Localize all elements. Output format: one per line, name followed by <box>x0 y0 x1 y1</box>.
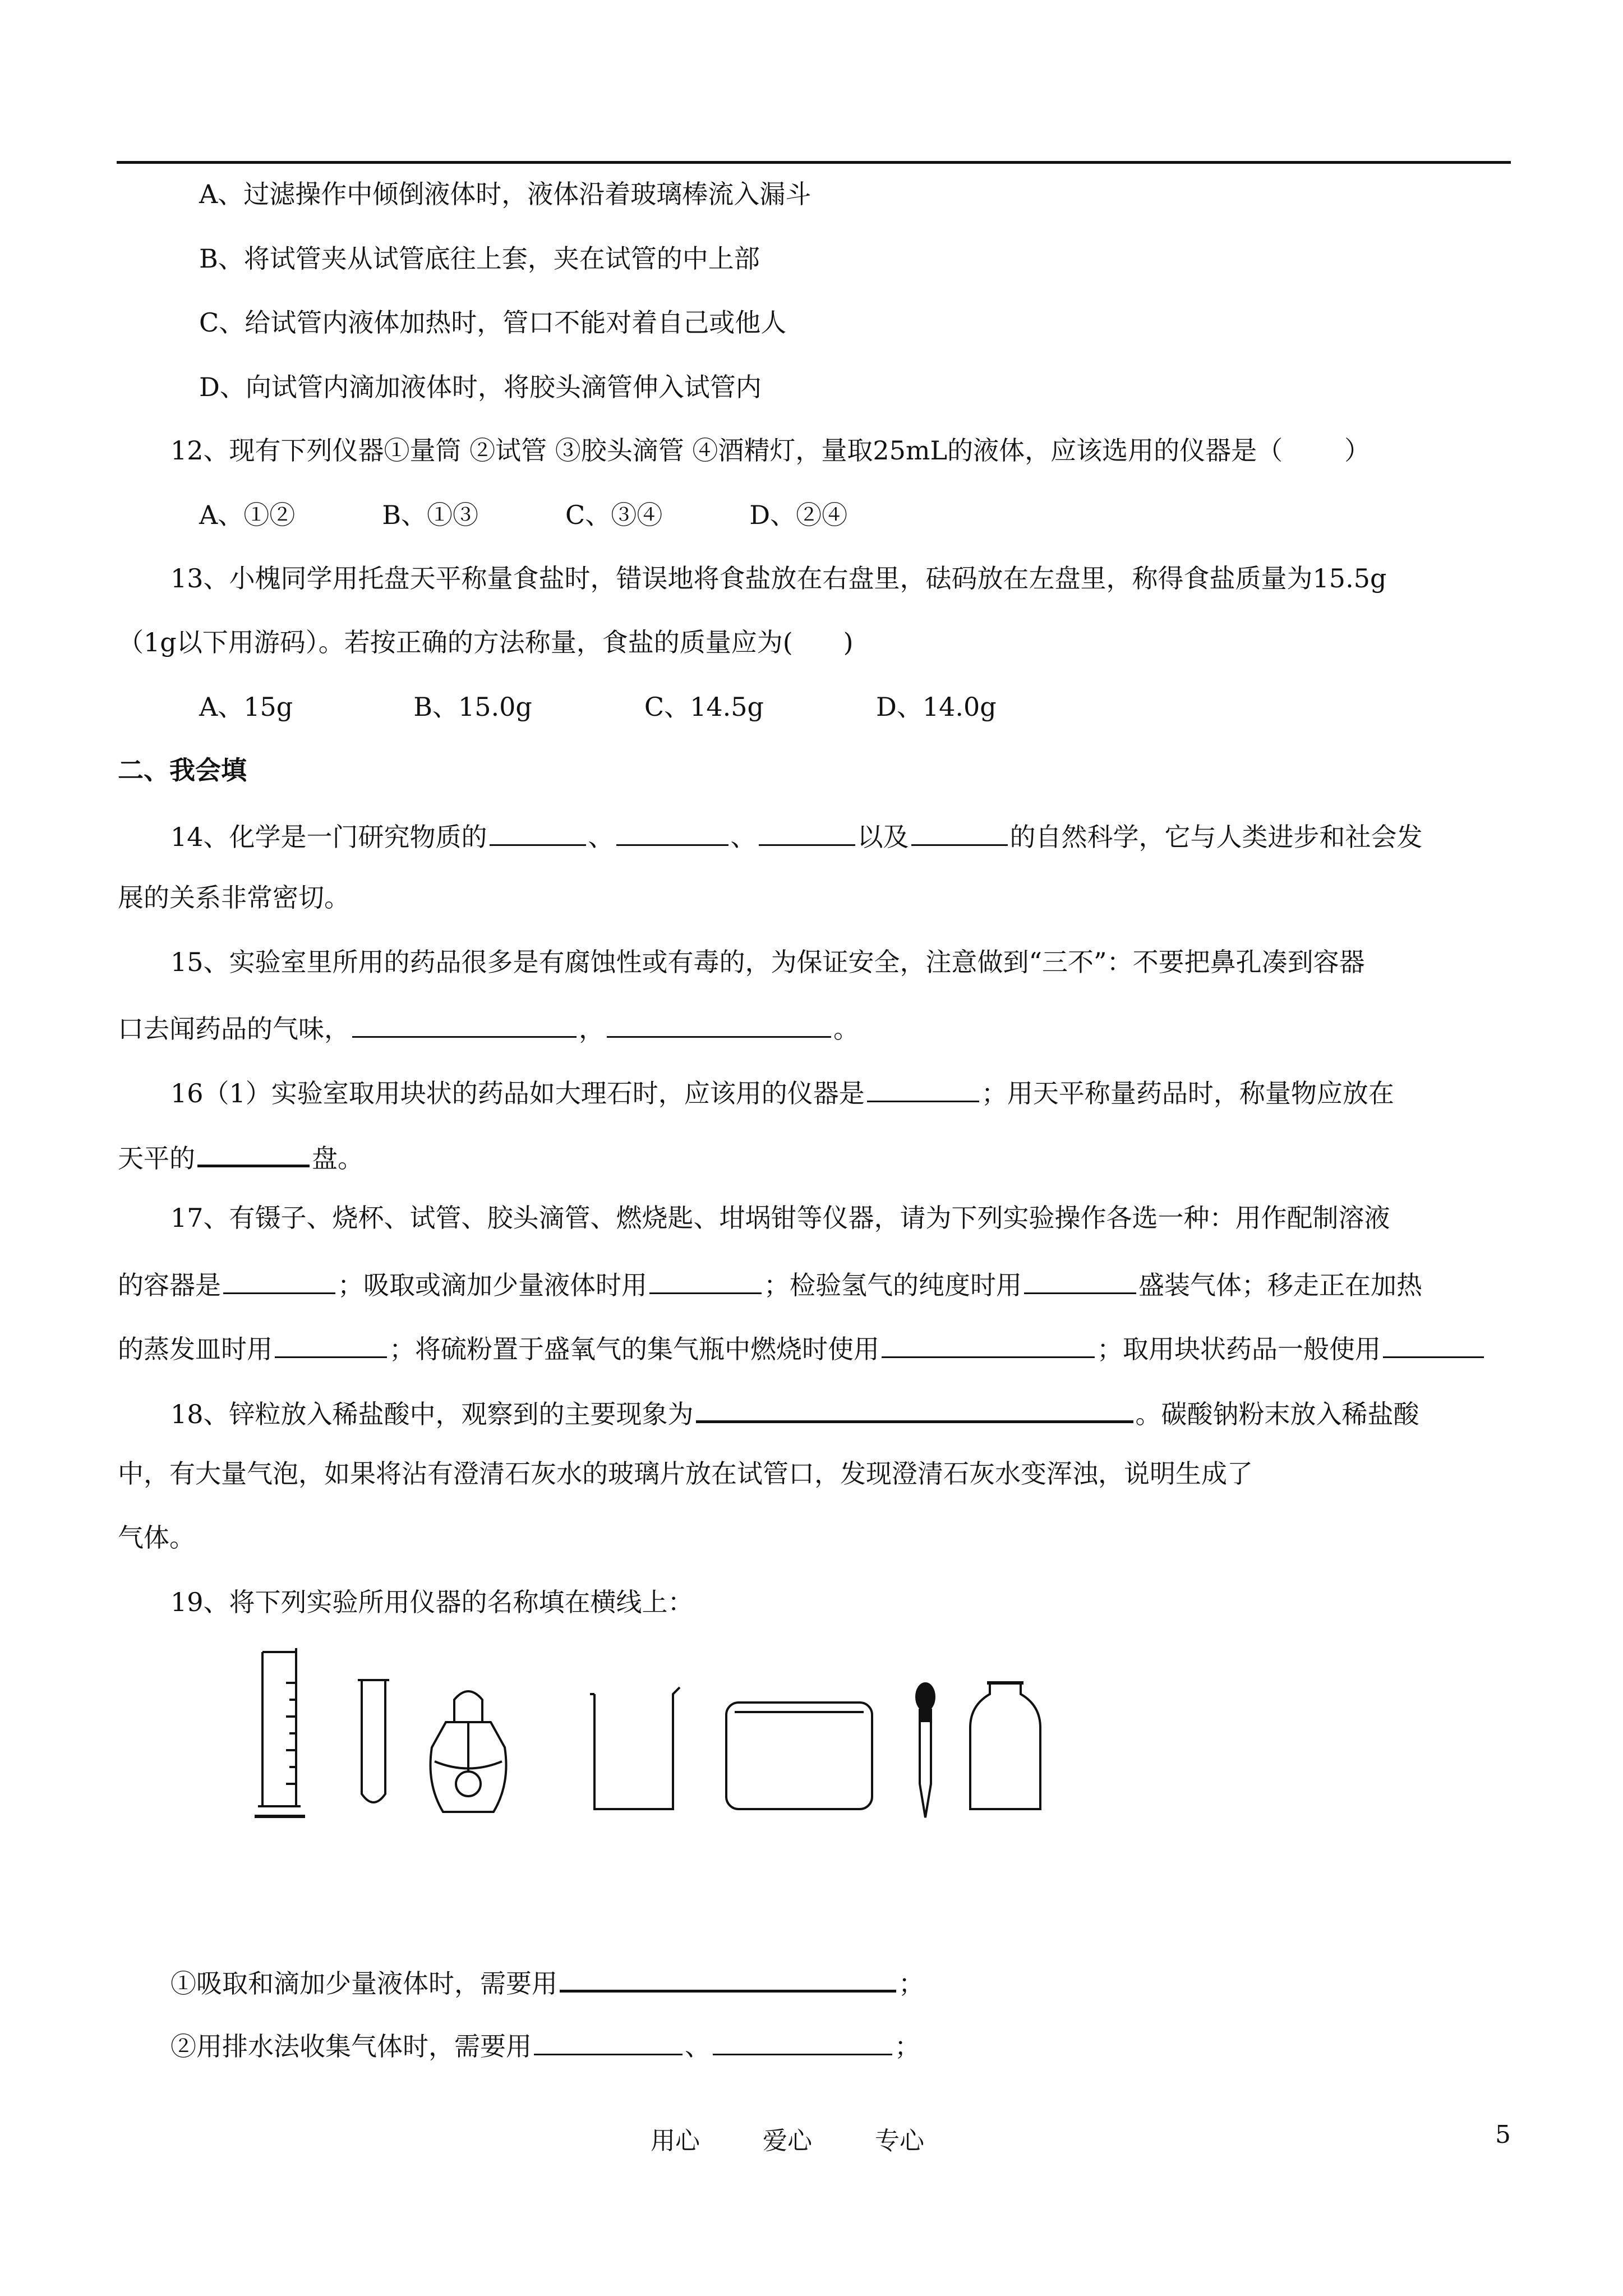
q12-option-c: C、③④ <box>565 500 663 530</box>
q18-blank-1[interactable] <box>696 1397 1133 1423</box>
q13-line1: 13、小槐同学用托盘天平称量食盐时，错误地将食盐放在右盘里，砝码放在左盘里，称得食盐质量为15.5g <box>170 563 1387 593</box>
q14-line1 <box>170 821 1423 850</box>
alcohol-lamp-icon <box>431 1691 506 1812</box>
q19-sub2-text: ②用排水法收集气体时，需要用 <box>170 2031 532 2062</box>
q17-blank-3[interactable] <box>1024 1269 1136 1294</box>
q16-blank-2[interactable] <box>197 1141 310 1167</box>
q15-end: 。 <box>833 1014 859 1044</box>
dropper-icon <box>916 1683 934 1818</box>
q13-line2-end: ) <box>843 627 854 657</box>
q13-option-d: D、14.0g <box>875 692 997 722</box>
q13-line2 <box>118 629 854 655</box>
q19-sub2 <box>170 2030 920 2062</box>
q19-sub1-text: ①吸取和滴加少量液体时，需要用 <box>170 1968 557 1999</box>
q14-blank-2[interactable] <box>616 821 728 846</box>
q19-sub2-end: ； <box>895 2031 920 2062</box>
q16-line2 <box>118 1141 363 1174</box>
q14-blank-3[interactable] <box>759 821 855 846</box>
q12-stem-end: ） <box>1344 435 1371 466</box>
q14-sep-1: 、 <box>588 822 614 852</box>
q19-blank-3[interactable] <box>713 2030 892 2055</box>
q18-text-2: 。碳酸钠粉末放入稀盐酸 <box>1135 1399 1419 1429</box>
footer-left: 用心 <box>651 2127 700 2155</box>
q18-line1 <box>170 1397 1419 1427</box>
footer-right: 专心 <box>875 2127 924 2155</box>
q14-text-2: 以及 <box>857 822 909 852</box>
q19-sub1 <box>170 1966 924 1999</box>
q15-blank-2[interactable] <box>607 1013 831 1038</box>
q14-blank-1[interactable] <box>490 821 586 846</box>
q17-text-2: ；吸取或滴加少量液体时用 <box>338 1270 647 1300</box>
q13-option-c: C、14.5g <box>644 692 764 722</box>
q14-blank-4[interactable] <box>911 821 1008 846</box>
q16-blank-1[interactable] <box>867 1077 979 1102</box>
q11-option-c: C、给试管内液体加热时，管口不能对着自己或他人 <box>199 307 787 338</box>
q17-blank-1[interactable] <box>223 1269 335 1294</box>
q11-option-d: D、向试管内滴加液体时，将胶头滴管伸入试管内 <box>199 372 762 402</box>
q14-sep-2: 、 <box>730 822 757 852</box>
q15-line1: 15、实验室里所用的药品很多是有腐蚀性或有毒的，为保证安全，注意做到“三不”：不要把鼻孔凑到容器 <box>170 947 1365 977</box>
header-rule <box>117 161 1511 164</box>
q17-line1: 17、有镊子、烧杯、试管、胶头滴管、燃烧匙、坩埚钳等仪器，请为下列实验操作各选一种：用作配制溶液 <box>170 1203 1390 1233</box>
q15-text-1: 口去闻药品的气味， <box>118 1014 350 1044</box>
q16-text-4: 盘。 <box>312 1143 363 1174</box>
q13-option-b: B、15.0g <box>413 692 532 722</box>
q19-blank-1[interactable] <box>560 1966 896 1993</box>
q17-text-5: 的蒸发皿时用 <box>118 1334 273 1364</box>
q14-line2: 展的关系非常密切。 <box>118 882 350 913</box>
q16-text-3: 天平的 <box>118 1143 195 1174</box>
q12-option-d: D、②④ <box>749 500 848 530</box>
q19-sub1-end: ； <box>898 1968 924 1999</box>
q17-text-7: ；取用块状药品一般使用 <box>1097 1334 1381 1364</box>
q15-blank-1[interactable] <box>352 1013 577 1038</box>
q19-blank-2[interactable] <box>534 2030 683 2055</box>
q12-stem-text: 12、现有下列仪器①量筒 ②试管 ③胶头滴管 ④酒精灯，量取25mL的液体，应该选用的仪器是（ <box>170 435 1283 466</box>
q19-stem: 19、将下列实验所用仪器的名称填在横线上： <box>170 1587 694 1617</box>
q18-line2: 中，有大量气泡，如果将沾有澄清石灰水的玻璃片放在试管口，发现澄清石灰水变浑浊，说明生成了 <box>118 1458 1253 1489</box>
q11-option-a: A、过滤操作中倾倒液体时，液体沿着玻璃棒流入漏斗 <box>199 179 811 209</box>
q17-blank-2[interactable] <box>649 1269 762 1294</box>
q13-line2-text: （1g以下用游码）。若按正确的方法称量，食盐的质量应为( <box>118 627 793 657</box>
q12-option-b: B、①③ <box>382 500 479 530</box>
page-number: 5 <box>1495 2120 1511 2149</box>
q17-blank-6[interactable] <box>1383 1333 1484 1358</box>
test-tube-icon <box>358 1680 389 1802</box>
q17-line2 <box>118 1269 1422 1298</box>
q17-blank-5[interactable] <box>882 1333 1095 1358</box>
q15-sep: ， <box>579 1014 605 1044</box>
q17-text-6: ；将硫粉置于盛氧气的集气瓶中燃烧时使用 <box>389 1334 879 1364</box>
q11-option-b: B、将试管夹从试管底往上套，夹在试管的中上部 <box>199 243 760 274</box>
q17-text-1: 的容器是 <box>118 1270 221 1300</box>
trough-icon <box>726 1703 872 1809</box>
q17-text-3: ；检验氢气的纯度时用 <box>764 1270 1022 1300</box>
q16-line1 <box>170 1077 1394 1106</box>
q12-options <box>199 502 847 528</box>
q18-text-1: 18、锌粒放入稀盐酸中，观察到的主要现象为 <box>170 1399 694 1429</box>
apparatus-figure <box>247 1638 1066 1823</box>
q12-stem <box>170 435 1371 466</box>
q12-option-a: A、①② <box>199 500 296 530</box>
gas-jar-icon <box>970 1683 1040 1809</box>
beaker-icon <box>590 1687 680 1809</box>
q14-text-3: 的自然科学，它与人类进步和社会发 <box>1009 822 1423 852</box>
section-2-heading: 二、我会填 <box>118 755 247 785</box>
q18-line3: 气体。 <box>118 1522 195 1553</box>
q17-blank-4[interactable] <box>275 1333 387 1358</box>
q16-text-1: 16（1）实验室取用块状的药品如大理石时，应该用的仪器是 <box>170 1078 865 1108</box>
q19-sub2-sep: 、 <box>685 2031 711 2062</box>
graduated-cylinder-icon <box>255 1648 305 1816</box>
q14-text-1: 14、化学是一门研究物质的 <box>170 822 487 852</box>
q17-line3 <box>118 1333 1486 1362</box>
q16-text-2: ；用天平称量药品时，称量物应放在 <box>981 1078 1394 1108</box>
q13-option-a: A、15g <box>199 692 293 722</box>
footer-mid: 爱心 <box>763 2127 812 2155</box>
q17-text-4: 盛装气体；移走正在加热 <box>1138 1270 1422 1300</box>
q15-line2 <box>118 1013 859 1042</box>
q13-options <box>199 694 997 720</box>
